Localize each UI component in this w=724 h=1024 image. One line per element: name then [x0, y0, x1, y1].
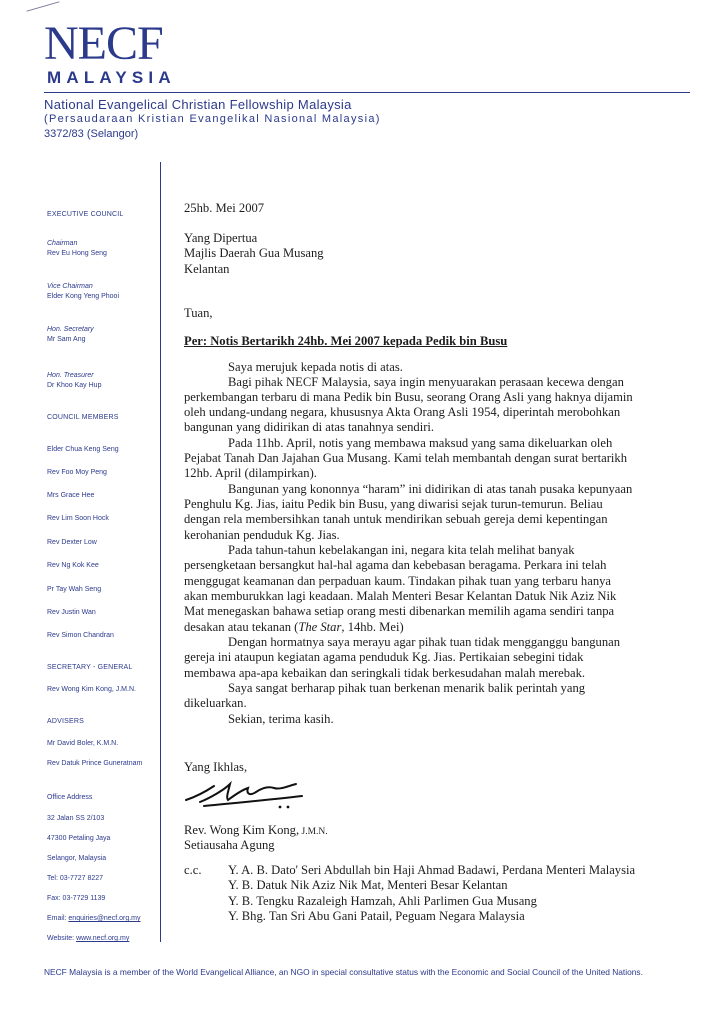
- council-member: Rev Dexter Low: [47, 539, 97, 546]
- body-line: membawa apa-apa kebaikan dan seringkali tidak berkesudahan malah merebak.: [184, 666, 586, 680]
- council-member: Rev Justin Wan: [47, 609, 96, 616]
- website-label: Website:: [47, 935, 77, 942]
- address-line: 32 Jalan SS 2/103: [47, 815, 105, 822]
- chairman-name: Rev Eu Hong Seng: [47, 250, 107, 257]
- council-member: Mrs Grace Hee: [47, 492, 95, 499]
- cc-recipient: Y. B. Datuk Nik Aziz Nik Mat, Menteri Besar Kelantan: [228, 878, 508, 892]
- body-line: Penghulu Kg. Jias, iaitu Pedik bin Busu, yang diwarisi sejak turun-temurun. Beliau: [184, 497, 603, 511]
- email-row: [47, 915, 141, 922]
- body-line: Dengan hormatnya saya merayu agar pihak tuan tidak mengganggu bangunan: [228, 635, 621, 649]
- council-member: Rev Foo Moy Peng: [47, 469, 107, 476]
- council-member: Rev Lim Soon Hock: [47, 515, 109, 522]
- secretary-name: Mr Sam Ang: [47, 336, 86, 343]
- secretary-general-name: Rev Wong Kim Kong, J.M.N.: [47, 686, 136, 693]
- footer-note: NECF Malaysia is a member of the World Evangelical Alliance, an NGO in special consultative status with the Economic and Social Council of the United Nations.: [44, 967, 643, 977]
- header-divider: [44, 92, 690, 93]
- secretary-general-heading: SECRETARY - GENERAL: [47, 664, 133, 671]
- email-label: Email:: [47, 915, 69, 922]
- body-line: bangunan yang didirikan di atas tanahnya sendiri.: [184, 420, 435, 434]
- body-line: 12hb. April (dilampirkan).: [184, 466, 317, 480]
- cc-recipient: Y. Bhg. Tan Sri Abu Gani Patail, Peguam Negara Malaysia: [228, 909, 525, 923]
- website-link[interactable]: www.necf.org.my: [76, 935, 130, 942]
- cc-label: c.c.: [184, 863, 202, 877]
- chairman-title: Chairman: [47, 240, 78, 247]
- signer-title: Setiausaha Agung: [184, 838, 275, 852]
- office-address-heading: Office Address: [47, 794, 93, 801]
- body-line: Pada tahun-tahun kebelakangan ini, negara kita telah melihat banyak: [228, 543, 575, 557]
- recipient-line: Majlis Daerah Gua Musang: [184, 246, 324, 260]
- signer-honorific: J.M.N.: [299, 827, 328, 837]
- fax: Fax: 03-7729 1139: [47, 895, 106, 902]
- website-row: [47, 935, 129, 942]
- council-member: Rev Simon Chandran: [47, 632, 114, 639]
- body-line: Saya sangat berharap pihak tuan berkenan menarik balik perintah yang: [228, 681, 586, 695]
- address-line: 47300 Petaling Jaya: [47, 835, 111, 842]
- signer-name-text: Rev. Wong Kim Kong,: [184, 823, 300, 837]
- executive-council-heading: EXECUTIVE COUNCIL: [47, 211, 124, 218]
- body-line: Saya merujuk kepada notis di atas.: [228, 360, 403, 374]
- handwritten-signature: [184, 776, 314, 814]
- letter-subject: Per: Notis Bertarikh 24hb. Mei 2007 kepada Pedik bin Busu: [184, 334, 508, 348]
- body-line: persengketaan bersangkut hal-hal agama dan kebebasan beragama. Perkara ini telah: [184, 558, 607, 572]
- registration-number: 3372/83 (Selangor): [44, 128, 139, 140]
- logo-necf: NECF: [44, 17, 163, 70]
- advisers-heading: ADVISERS: [47, 718, 84, 725]
- body-line: akan memburukkan lagi keadaan. Malah Menteri Besar Kelantan Datuk Nik Aziz Nik: [184, 589, 617, 603]
- recipient-line: Kelantan: [184, 262, 230, 276]
- organization-name-malay: (Persaudaraan Kristian Evangelikal Nasional Malaysia): [44, 113, 381, 125]
- council-member: Pr Tay Wah Seng: [47, 586, 102, 593]
- adviser: Mr David Boler, K.M.N.: [47, 740, 119, 747]
- body-line: desakan atau tekanan (: [184, 620, 299, 634]
- closing: Yang Ikhlas,: [184, 760, 248, 774]
- cc-recipient: Y. B. Tengku Razaleigh Hamzah, Ahli Parlimen Gua Musang: [228, 894, 537, 908]
- council-members-heading: COUNCIL MEMBERS: [47, 414, 119, 421]
- body-line: Bagi pihak NECF Malaysia, saya ingin menyuarakan perasaan kecewa dengan: [228, 375, 624, 389]
- body-line: Bangunan yang kononnya “haram” ini didirikan di atas tanah pusaka kepunyaan: [228, 482, 633, 496]
- body-line: perkembangan terbaru di mana Pedik bin Busu, seorang Orang Asli yang haknya dijamin: [184, 390, 633, 404]
- body-line: Mat menegaskan bahawa setiap orang mesti dibenarkan memilih agama sendiri tanpa: [184, 604, 615, 618]
- treasurer-title: Hon. Treasurer: [47, 372, 94, 379]
- adviser: Rev Datuk Prince Guneratnam: [47, 760, 143, 767]
- body-line: menggugat keamanan dan perpaduan kaum. Tindakan pihak tuan yang terbaru hanya: [184, 574, 612, 588]
- body-line: Sekian, terima kasih.: [228, 712, 334, 726]
- council-member: Rev Ng Kok Kee: [47, 562, 99, 569]
- body-line-citation: [184, 620, 404, 635]
- cc-recipient: Y. A. B. Dato' Seri Abdullah bin Haji Ahmad Badawi, Perdana Menteri Malaysia: [228, 863, 636, 877]
- decorative-stroke: [27, 1, 60, 11]
- recipient-line: Yang Dipertua: [184, 231, 258, 245]
- organization-name: National Evangelical Christian Fellowship Malaysia: [44, 97, 352, 112]
- body-line: gereja ini ataupun kegiatan agama penduduk Kg. Jias. Pertikaian sebegini tidak: [184, 650, 584, 664]
- treasurer-name: Dr Khoo Kay Hup: [47, 382, 102, 389]
- citation-source: The Star: [298, 620, 342, 634]
- vice-chairman-title: Vice Chairman: [47, 283, 93, 290]
- body-line: Pada 11hb. April, notis yang membawa maksud yang sama dikeluarkan oleh: [228, 436, 613, 450]
- body-line: Pejabat Tanah Dan Jajahan Gua Musang. Kami telah membantah dengan surat bertarikh: [184, 451, 628, 465]
- address-line: Selangor, Malaysia: [47, 855, 107, 862]
- email-link[interactable]: enquiries@necf.org.my: [68, 915, 141, 922]
- sidebar-divider: [160, 162, 161, 942]
- letter-date: 25hb. Mei 2007: [184, 201, 265, 215]
- body-line: oleh undang-undang negara, khususnya Akta Orang Asli 1954, diperintah merobohkan: [184, 405, 621, 419]
- secretary-title: Hon. Secretary: [47, 326, 94, 333]
- telephone: Tel: 03-7727 8227: [47, 875, 104, 882]
- council-member: Elder Chua Keng Seng: [47, 446, 119, 453]
- salutation: Tuan,: [184, 306, 213, 320]
- citation-date: , 14hb. Mei): [341, 620, 404, 634]
- vice-chairman-name: Elder Kong Yeng Phooi: [47, 293, 120, 300]
- logo-malaysia: MALAYSIA: [47, 68, 176, 87]
- body-line: dikeluarkan.: [184, 696, 247, 710]
- body-line: dengan rela membersihkan tanah untuk mendirikan sebuah gereja demi kepentingan: [184, 512, 608, 526]
- body-line: kerohanian penduduk Kg. Jias.: [184, 528, 340, 542]
